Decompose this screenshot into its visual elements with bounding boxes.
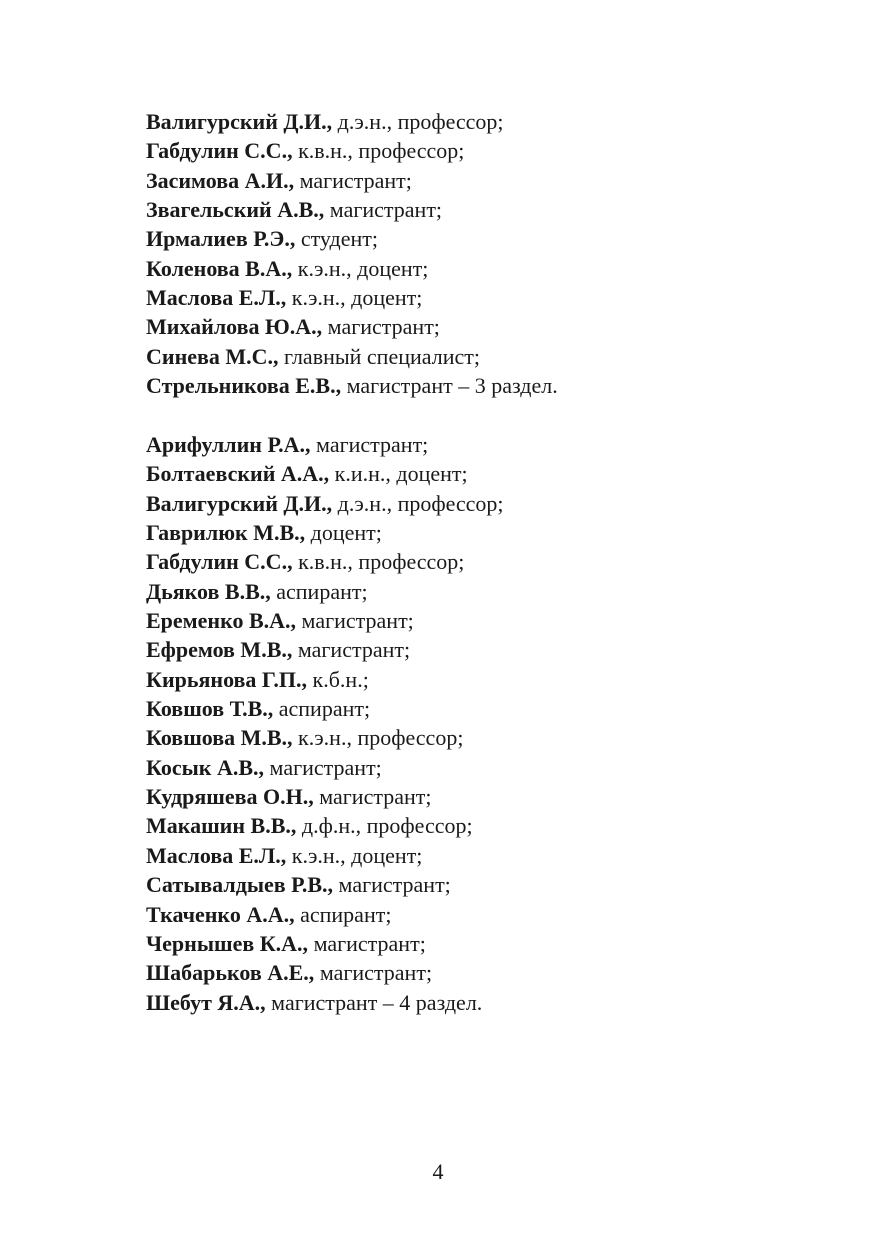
author-entry — [146, 723, 504, 752]
author-role: д.э.н., профессор; — [332, 490, 504, 516]
author-entry — [146, 518, 504, 547]
author-entry — [146, 958, 504, 987]
author-name: Стрельникова Е.В., — [146, 373, 342, 399]
author-name: Гаврилюк М.В., — [146, 520, 306, 546]
author-name: Дьяков В.В., — [146, 578, 271, 604]
author-role: магистрант; — [296, 608, 414, 634]
author-role: магистрант – 4 раздел. — [265, 989, 483, 1015]
author-name: Шебут Я.А., — [146, 989, 266, 1015]
author-name: Ефремов М.В., — [146, 637, 293, 663]
author-name: Валигурский Д.И., — [146, 490, 333, 516]
author-role: магистрант; — [324, 197, 443, 223]
author-role: магистрант; — [322, 314, 440, 340]
author-role: аспирант; — [273, 696, 371, 722]
author-name: Габдулин С.С., — [146, 549, 293, 575]
section-3-author-list — [146, 107, 558, 400]
author-entry — [146, 577, 504, 606]
author-name: Ткаченко А.А., — [146, 901, 295, 927]
author-name: Макашин В.В., — [146, 813, 297, 839]
author-name: Маслова Е.Л., — [146, 285, 287, 311]
author-entry — [146, 107, 558, 136]
author-role: к.э.н., доцент; — [286, 842, 423, 868]
author-name: Ковшов Т.В., — [146, 696, 274, 722]
author-entry — [146, 753, 504, 782]
author-role: магистрант; — [313, 784, 432, 810]
author-entry — [146, 929, 504, 958]
author-role: к.в.н., профессор; — [292, 138, 465, 164]
author-name: Арифуллин Р.А., — [146, 432, 311, 457]
author-entry — [146, 694, 504, 723]
section-4-author-list — [146, 430, 504, 1017]
author-name: Кирьянова Г.П., — [146, 666, 308, 692]
author-role: магистрант; — [292, 637, 411, 663]
author-entry — [146, 665, 504, 694]
author-entry — [146, 459, 504, 488]
author-entry — [146, 371, 558, 400]
author-entry — [146, 166, 558, 195]
author-role: д.э.н., профессор; — [332, 109, 504, 134]
author-entry — [146, 900, 504, 929]
author-entry — [146, 841, 504, 870]
author-role: магистрант; — [333, 872, 451, 898]
author-role: д.ф.н., профессор; — [296, 813, 473, 839]
author-name: Габдулин С.С., — [146, 138, 293, 164]
author-role: магистрант; — [264, 754, 382, 780]
author-role: к.э.н., профессор; — [292, 725, 464, 751]
author-role: к.в.н., профессор; — [292, 549, 465, 575]
author-name: Еременко В.А., — [146, 608, 297, 634]
author-role: магистрант; — [310, 432, 429, 457]
author-name: Засимова А.И., — [146, 167, 295, 193]
author-role: магистрант – 3 раздел. — [341, 373, 558, 399]
author-entry — [146, 635, 504, 664]
author-name: Сатывалдыев Р.В., — [146, 872, 334, 898]
author-name: Михайлова Ю.А., — [146, 314, 323, 340]
author-role: магистрант; — [308, 930, 426, 956]
author-role: к.и.н., доцент; — [329, 461, 468, 487]
author-role: доцент; — [305, 520, 382, 546]
author-entry — [146, 430, 504, 459]
author-entry — [146, 811, 504, 840]
author-role: к.э.н., доцент; — [286, 285, 423, 311]
author-entry — [146, 342, 558, 371]
author-entry — [146, 312, 558, 341]
author-name: Чернышев К.А., — [146, 930, 309, 956]
author-entry — [146, 195, 558, 224]
author-role: магистрант; — [294, 167, 412, 193]
author-role: аспирант; — [270, 578, 368, 604]
author-name: Ковшова М.В., — [146, 725, 293, 751]
author-entry — [146, 606, 504, 635]
author-entry — [146, 136, 558, 165]
author-name: Ирмалиев Р.Э., — [146, 226, 296, 252]
author-role: к.б.н.; — [307, 666, 369, 692]
author-entry — [146, 224, 558, 253]
author-name: Кудряшева О.Н., — [146, 784, 314, 810]
author-name: Звагельский А.В., — [146, 197, 325, 223]
author-entry — [146, 283, 558, 312]
author-role: аспирант; — [294, 901, 392, 927]
author-name: Болтаевский А.А., — [146, 461, 330, 487]
author-name: Коленова В.А., — [146, 255, 293, 281]
author-entry — [146, 988, 504, 1017]
author-name: Шабарьков А.Е., — [146, 960, 315, 986]
author-role: студент; — [295, 226, 378, 252]
author-entry — [146, 870, 504, 899]
author-name: Синева М.С., — [146, 343, 279, 369]
author-name: Маслова Е.Л., — [146, 842, 287, 868]
page-number: 4 — [432, 1159, 444, 1184]
author-name: Валигурский Д.И., — [146, 109, 333, 134]
author-entry — [146, 254, 558, 283]
author-role: к.э.н., доцент; — [292, 255, 429, 281]
author-role: магистрант; — [314, 960, 433, 986]
author-name: Косык А.В., — [146, 754, 265, 780]
author-entry — [146, 489, 504, 518]
author-entry — [146, 547, 504, 576]
author-role: главный специалист; — [278, 343, 480, 369]
author-entry — [146, 782, 504, 811]
